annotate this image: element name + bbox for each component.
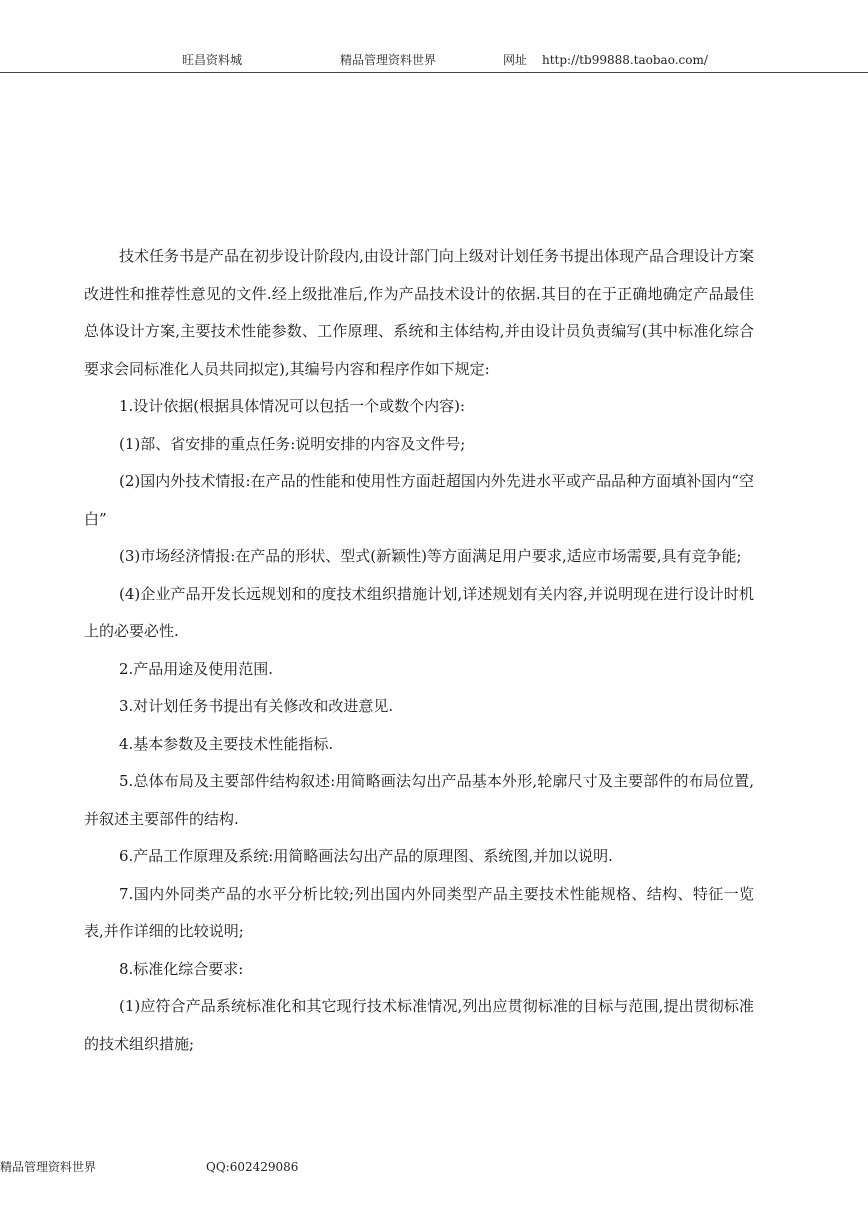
- paragraph: 技术任务书是产品在初步设计阶段内,由设计部门向上级对计划任务书提出体现产品合理设计方案改进性和推荐性意见的文件.经上级批准后,作为产品技术设计的依据.其目的在于正确地确定产品最佳总体设计方案,主要技术性能参数、工作原理、系统和主体结构,并由设计员负责编写(其中标准化综合要求会同标准化人员共同拟定),其编号内容和程序作如下规定:: [84, 247, 754, 378]
- paragraph: (1)应符合产品系统标准化和其它现行技术标准情况,列出应贯彻标准的目标与范围,提出贯彻标准的技术组织措施;: [84, 997, 754, 1053]
- paragraph: 4.基本参数及主要技术性能指标.: [119, 734, 334, 753]
- paragraph: 7.国内外同类产品的水平分析比较;列出国内外同类型产品主要技术性能规格、结构、特征一览表,并作详细的比较说明;: [84, 884, 754, 940]
- paragraph: 5.总体布局及主要部件结构叙述:用简略画法勾出产品基本外形,轮廓尺寸及主要部件的布局位置,并叙述主要部件的结构.: [84, 772, 754, 828]
- paragraph: 8.标准化综合要求:: [119, 959, 244, 978]
- page-footer: [0, 1157, 868, 1177]
- paragraph: (2)国内外技术情报:在产品的性能和使用性方面赶超国内外先进水平或产品品种方面填补国内“空白”: [84, 472, 754, 528]
- paragraph: 3.对计划任务书提出有关修改和改进意见.: [119, 697, 394, 715]
- header-url-label: 网址: [503, 53, 528, 67]
- paragraph: (1)部、省安排的重点任务:说明安排的内容及文件号;: [119, 434, 466, 453]
- paragraph: 6.产品工作原理及系统:用简略画法勾出产品的原理图、系统图,并加以说明.: [119, 847, 613, 865]
- page-header: [0, 50, 868, 70]
- document-body: [84, 238, 754, 1063]
- footer-site-title: 精品管理资料世界: [0, 1160, 97, 1174]
- header-shop-name: 旺昌资料城: [182, 53, 243, 67]
- header-divider: [0, 72, 868, 73]
- paragraph: (4)企业产品开发长远规划和的度技术组织措施计划,详述规划有关内容,并说明现在进行设计时机上的必要必性.: [84, 584, 754, 640]
- footer-qq: QQ:602429086: [206, 1160, 299, 1174]
- paragraph: 2.产品用途及使用范围.: [119, 659, 274, 678]
- header-url-link[interactable]: http://tb99888.taobao.com/: [542, 53, 708, 67]
- paragraph: (3)市场经济情报:在产品的形状、型式(新颖性)等方面满足用户要求,适应市场需要,具有竞争能;: [119, 547, 742, 565]
- header-site-title: 精品管理资料世界: [340, 53, 437, 67]
- paragraph: 1.设计依据(根据具体情况可以包括一个或数个内容):: [119, 397, 466, 415]
